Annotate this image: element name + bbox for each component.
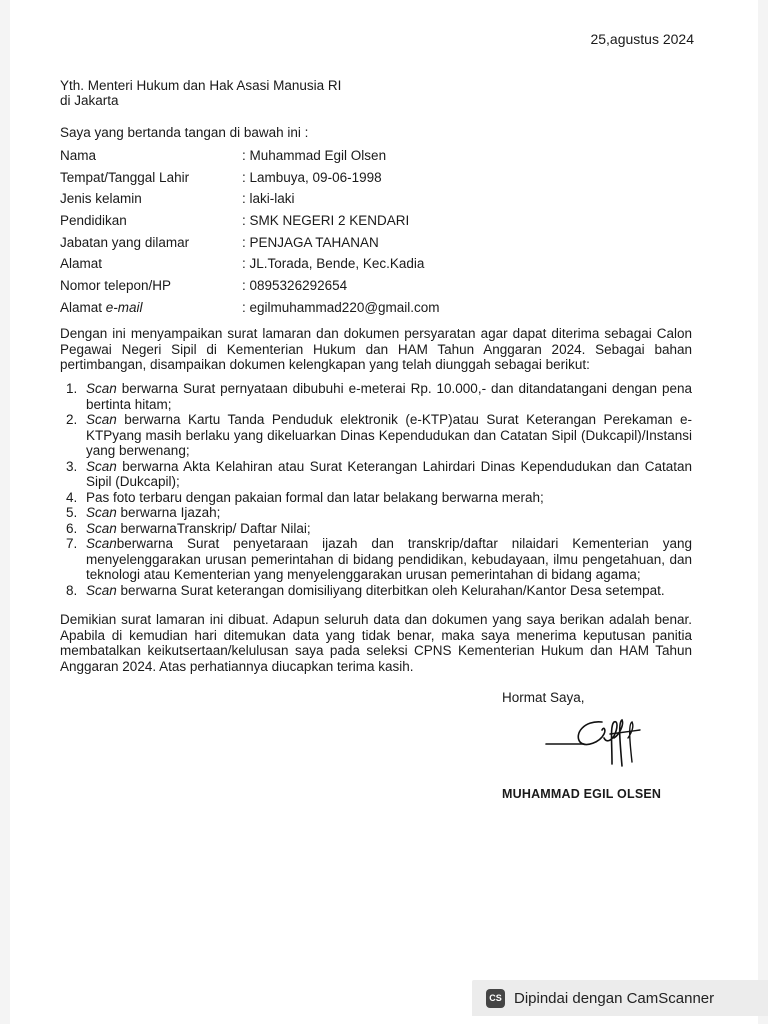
- field-row: [60, 256, 580, 278]
- list-text-body: berwarna Surat pernyataan dibubuhi e-meterai Rp. 10.000,- dan ditandatangani dengan pena bertinta hitam;: [86, 381, 692, 412]
- camscanner-icon: CS: [486, 989, 505, 1008]
- list-text-body: berwarna Surat penyetaraan ijazah dan transkrip/daftar nilaidari Kementerian yang menyelenggarakan urusan pemerintahan di bidang pendidikan, kebudayaan, ilmu pengetahuan, dan teknologi atau Kementerian yang menyelenggarakan urusan pemerintahan di bidang agama;: [86, 536, 692, 582]
- list-text: [86, 381, 692, 412]
- field-row: [60, 300, 580, 322]
- field-row: [60, 191, 580, 213]
- field-value: : egilmuhammad220@gmail.com: [242, 300, 580, 315]
- list-text-body: berwarna Surat keterangan domisiliyang diterbitkan oleh Kelurahan/Kantor Desa setempat.: [116, 582, 665, 598]
- list-text-body: berwarna Ijazah;: [116, 505, 221, 520]
- list-text: [86, 521, 692, 537]
- addressee-line-2: di Jakarta: [60, 93, 119, 108]
- scan-word: Scan: [86, 412, 117, 427]
- field-row: [60, 278, 580, 300]
- list-text-body: berwarna Akta Kelahiran atau Surat Keterangan Lahirdari Dinas Kependudukan dan Catatan Sipil (Dukcapil);: [86, 458, 692, 489]
- field-label: Alamat: [60, 256, 103, 272]
- scan-word: Scan: [86, 381, 117, 396]
- list-number: 3.: [66, 458, 78, 474]
- signature-image: [544, 712, 654, 772]
- scan-word: Scan: [86, 520, 117, 536]
- list-number: 6.: [66, 520, 78, 536]
- list-number: 1.: [66, 381, 78, 396]
- field-label: [60, 300, 242, 315]
- field-label: Tempat/Tanggal Lahir: [60, 169, 190, 185]
- field-label: Pendidikan: [60, 213, 127, 229]
- field-row: [60, 170, 580, 192]
- list-number: 5.: [66, 505, 78, 520]
- list-item: [60, 381, 692, 412]
- list-item: [60, 521, 692, 537]
- applicant-fields: [60, 148, 580, 322]
- field-label-italic: e-mail: [105, 299, 143, 315]
- field-value: : SMK NEGERI 2 KENDARI: [242, 213, 580, 228]
- list-item: [60, 412, 692, 459]
- camscanner-badge: [472, 980, 768, 1016]
- list-number: 2.: [66, 412, 78, 427]
- scan-word: Scan: [86, 536, 117, 551]
- document-list: [60, 381, 692, 598]
- list-item: [60, 505, 692, 521]
- field-value: : PENJAGA TAHANAN: [242, 235, 580, 250]
- field-row: [60, 148, 580, 170]
- list-item: [60, 459, 692, 490]
- field-value: : JL.Torada, Bende, Kec.Kadia: [242, 256, 580, 271]
- closing-salutation: Hormat Saya,: [502, 690, 585, 705]
- list-text: [86, 412, 692, 459]
- field-label-prefix: Alamat: [60, 299, 106, 315]
- list-item: [60, 536, 692, 583]
- scan-word: Scan: [86, 505, 117, 520]
- field-label: Nomor telepon/HP: [60, 278, 172, 294]
- list-text: [86, 490, 692, 506]
- paragraph-closing: Demikian surat lamaran ini dibuat. Adapun seluruh data dan dokumen yang saya berikan adalah benar. Apabila di kemudian hari ditemukan data yang tidak benar, maka saya menerima keputusan panitia membatalkan keikutsertaan/kelulusan saya pada seleksi CPNS Kementerian Hukum dan HAM Tahun Anggaran 2024. Atas perhatiannya diucapkan terima kasih.: [60, 612, 692, 674]
- list-number: 8.: [66, 582, 78, 598]
- list-text: [86, 583, 692, 599]
- list-text: [86, 459, 692, 490]
- list-text: [86, 536, 692, 583]
- list-text: [86, 505, 692, 521]
- field-value: : 0895326292654: [242, 278, 580, 293]
- signer-name: MUHAMMAD EGIL OLSEN: [502, 787, 662, 801]
- field-label: Nama: [60, 148, 97, 163]
- list-text-body: berwarna Kartu Tanda Penduduk elektronik (e-KTP)atau Surat Keterangan Perekaman e-KTPyang masih berlaku yang dikeluarkan Dinas Kependudukan dan Catatan Sipil (Dukcapil)/Instansi yang berwenang;: [86, 412, 692, 458]
- letter-date: 25,agustus 2024: [590, 31, 694, 47]
- list-item: [60, 583, 692, 599]
- list-number: 4.: [66, 489, 78, 505]
- list-text-body: Pas foto terbaru dengan pakaian formal dan latar belakang berwarna merah;: [86, 489, 544, 505]
- letter-page: [10, 0, 758, 1024]
- camscanner-text: Dipindai dengan CamScanner: [514, 989, 715, 1007]
- list-number: 7.: [66, 536, 78, 551]
- addressee-line-1: Yth. Menteri Hukum dan Hak Asasi Manusia RI: [60, 78, 342, 93]
- field-value: : Muhammad Egil Olsen: [242, 148, 580, 163]
- list-text-body: berwarnaTranskrip/ Daftar Nilai;: [116, 520, 311, 536]
- field-row: [60, 235, 580, 257]
- field-row: [60, 213, 580, 235]
- intro-line: Saya yang bertanda tangan di bawah ini :: [60, 125, 309, 140]
- field-label: Jenis kelamin: [60, 191, 142, 207]
- addressee: [60, 78, 341, 108]
- field-label: Jabatan yang dilamar: [60, 234, 190, 250]
- paragraph-intro: Dengan ini menyampaikan surat lamaran dan dokumen persyaratan agar dapat diterima sebagai Calon Pegawai Negeri Sipil di Kementerian Hukum dan HAM Tahun Anggaran 2024. Sebagai bahan pertimbangan, disampaikan dokumen kelengkapan yang telah diunggah sebagai berikut:: [60, 326, 692, 372]
- field-value: : laki-laki: [242, 191, 580, 206]
- field-value: : Lambuya, 09-06-1998: [242, 170, 580, 185]
- scan-word: Scan: [86, 582, 117, 598]
- scan-word: Scan: [86, 458, 117, 474]
- list-item: [60, 490, 692, 506]
